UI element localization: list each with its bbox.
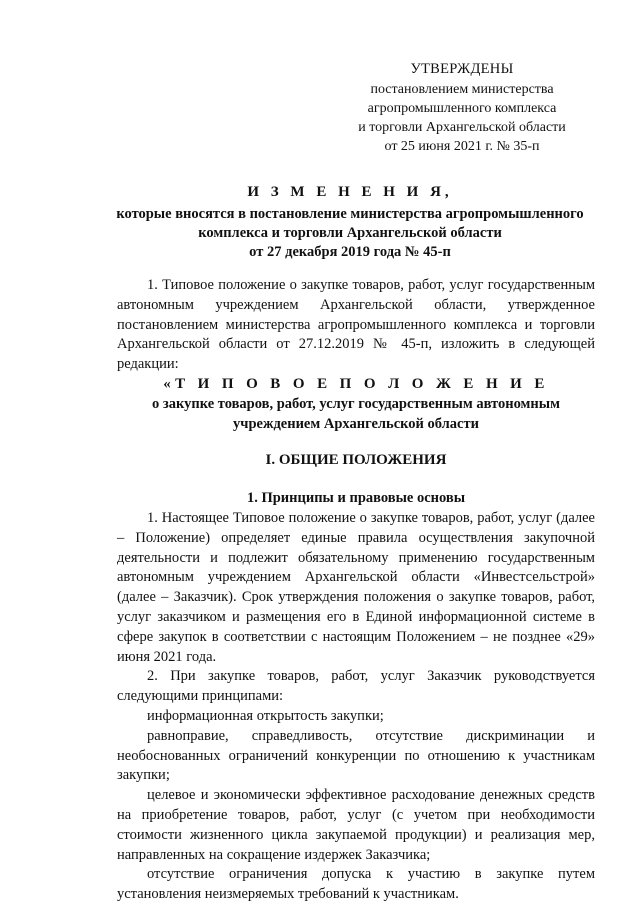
approval-heading: УТВЕРЖДЕНЫ <box>410 61 514 77</box>
regulation-subtitle-line: о закупке товаров, работ, услуг государственным автономным <box>152 395 560 412</box>
principle-item: информационная открытость закупки; <box>147 707 384 724</box>
changes-subtitle-line: от 27 декабря 2019 года № 45-п <box>249 244 451 260</box>
changes-title-block <box>85 183 615 262</box>
document-body <box>117 276 595 905</box>
subsection-heading: 1. Принципы и правовые основы <box>246 490 466 507</box>
approval-stamp <box>330 60 594 156</box>
section-heading: I. ОБЩИЕ ПОЛОЖЕНИЯ <box>265 452 447 469</box>
approval-line: и торговли Архангельской области <box>358 120 566 135</box>
principle-item: равноправие, справедливость, отсутствие дискриминации и необоснованных ограничений конкуренции по отношению к участникам закупки; <box>117 727 595 784</box>
principle-item: целевое и экономически эффективное расходование денежных средств на приобретение товаров, работ, услуг (с учетом при необходимости стоимости жизненного цикла закупаемой продукции) и реализация мер, направленных на сокращение издержек Заказчика; <box>117 787 595 863</box>
intro-paragraph: 1. Типовое положение о закупке товаров, работ, услуг государственным автономным учреждением Архангельской области, утвержденное постановлением министерства агропромышленного комплекса и торговли Архангельской области от 27.12.2019 № 45-п, изложить в следующей редакции: <box>117 277 595 373</box>
approval-date: от 25 июня 2021 г. № 35-п <box>384 139 540 154</box>
paragraph-scope: 1. Настоящее Типовое положение о закупке товаров, работ, услуг (далее – Положение) определяет единые правила осуществления закупочной деятельности и подлежит обязательному применению государственным автономным учреждением Архангельской области «Инвестсельстрой» (далее – Заказчик). Срок утверждения положения о закупке товаров, работ, услуг заказчиком и размещения его в Единой информационной системе в сфере закупок в соответствии с настоящим Положением – не позднее «29» июня 2021 года. <box>117 509 595 665</box>
changes-title: И З М Е Н Е Н И Я, <box>247 184 453 200</box>
paragraph-principles: 2. При закупке товаров, работ, услуг Заказчик руководствуется следующими принципами: <box>117 668 595 705</box>
regulation-subtitle-line: учреждением Архангельской области <box>233 415 479 432</box>
regulation-title: «Т И П О В О Е П О Л О Ж Е Н И Е <box>163 375 549 392</box>
changes-subtitle-line: которые вносятся в постановление министерства агропромышленного <box>116 206 584 222</box>
principle-item: отсутствие ограничения допуска к участию в закупке путем установления неизмеряемых требований к участникам. <box>117 866 595 903</box>
changes-subtitle-line: комплекса и торговли Архангельской области <box>198 225 502 241</box>
approval-line: постановлением министерства <box>370 82 554 97</box>
regulation-title-block <box>117 375 595 434</box>
approval-line: агропромышленного комплекса <box>367 101 557 116</box>
